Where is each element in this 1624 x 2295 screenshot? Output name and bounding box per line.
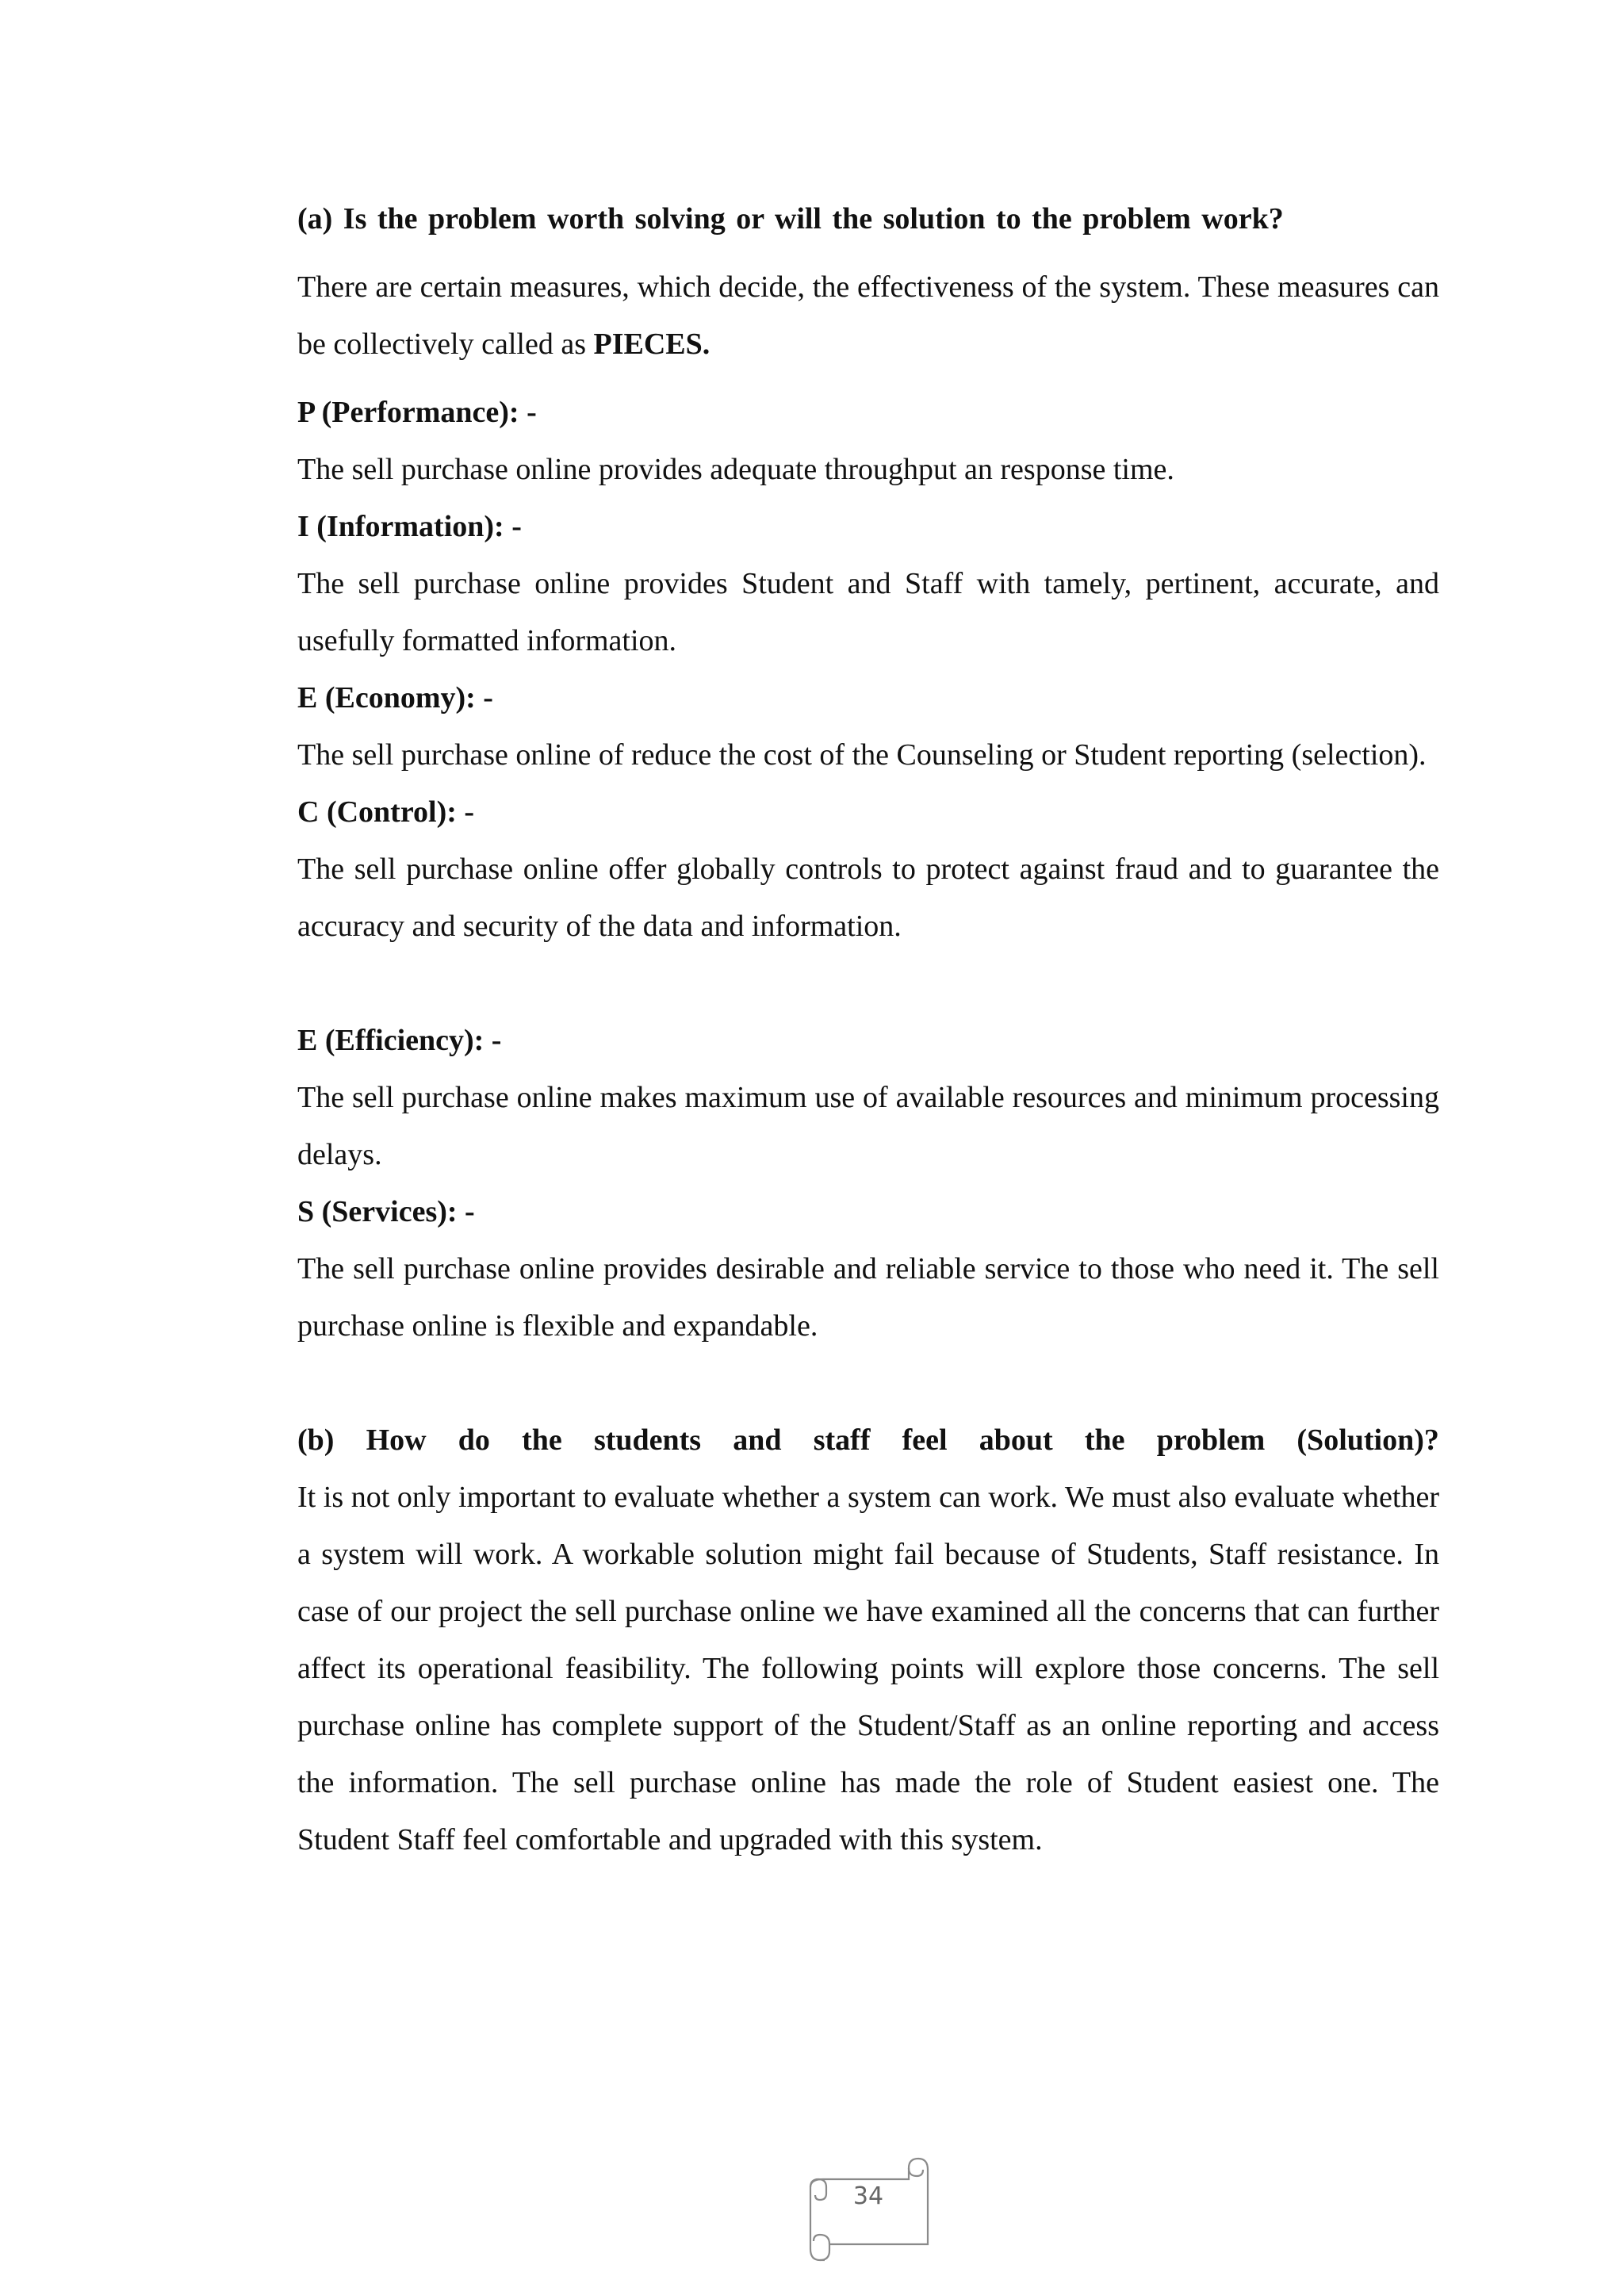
section-b-heading-word: the (1084, 1423, 1125, 1457)
page-number: 34 (852, 2182, 884, 2210)
section-b-text: It is not only important to evaluate whether a system can work. We must also evaluate whether a system will work. A workable solution might fail because of Students, Staff resistance. In case of our project the sell purchase online we have examined all the concerns that can further affect its operational feasibility. The following points will explore those concerns. The sell purchase online has complete support of the Student/Staff as an online reporting and access the information. The sell purchase online has made the role of Student easiest one. The Student Staff feel comfortable and upgraded with this system. (297, 1481, 1439, 1856)
services-heading: S (Services): - (297, 1195, 475, 1228)
page-number-scroll (793, 2155, 944, 2262)
section-b-heading-word: students (593, 1423, 702, 1457)
performance-text: The sell purchase online provides adequate throughput an response time. (297, 453, 1174, 486)
page-content (297, 190, 1439, 1868)
pieces-acronym: PIECES. (593, 328, 710, 361)
efficiency-text: The sell purchase online makes maximum use of available resources and minimum processing delays. (297, 1081, 1439, 1171)
section-a-intro (297, 259, 1439, 373)
economy-heading: E (Economy): - (297, 681, 493, 715)
section-b-heading-word: staff (813, 1423, 871, 1457)
section-b-heading (297, 1412, 1439, 1469)
economy-text: The sell purchase online of reduce the cost of the Counseling or Student reporting (selection). (297, 738, 1427, 772)
control-text: The sell purchase online offer globally controls to protect against fraud and to guarantee the accuracy and security of the data and information. (297, 852, 1439, 943)
section-a-intro-text: There are certain measures, which decide, the effectiveness of the system. These measures can be collectively called as (297, 270, 1439, 361)
control-heading: C (Control): - (297, 795, 475, 829)
section-b-heading-word: about (979, 1423, 1053, 1457)
information-heading: I (Information): - (297, 510, 522, 543)
section-b-heading-word: How (366, 1423, 427, 1457)
section-b-heading-word: and (733, 1423, 782, 1457)
section-b-heading-word: feel (902, 1423, 948, 1457)
section-b-heading-word: problem (1156, 1423, 1266, 1457)
section-b-heading-word: do (458, 1423, 490, 1457)
services-text: The sell purchase online provides desirable and reliable service to those who need it. The sell purchase online is flexible and expandable. (297, 1252, 1439, 1343)
section-b-heading-word: (b) (297, 1423, 335, 1457)
information-text: The sell purchase online provides Student and Staff with tamely, pertinent, accurate, and usefully formatted information. (297, 567, 1439, 657)
section-b-heading-word: (Solution)? (1297, 1423, 1439, 1457)
efficiency-heading: E (Efficiency): - (297, 1024, 502, 1057)
section-a-heading: (a) Is the problem worth solving or will the solution to the problem work? (297, 202, 1284, 236)
section-b-heading-word: the (522, 1423, 562, 1457)
performance-heading: P (Performance): - (297, 396, 537, 429)
